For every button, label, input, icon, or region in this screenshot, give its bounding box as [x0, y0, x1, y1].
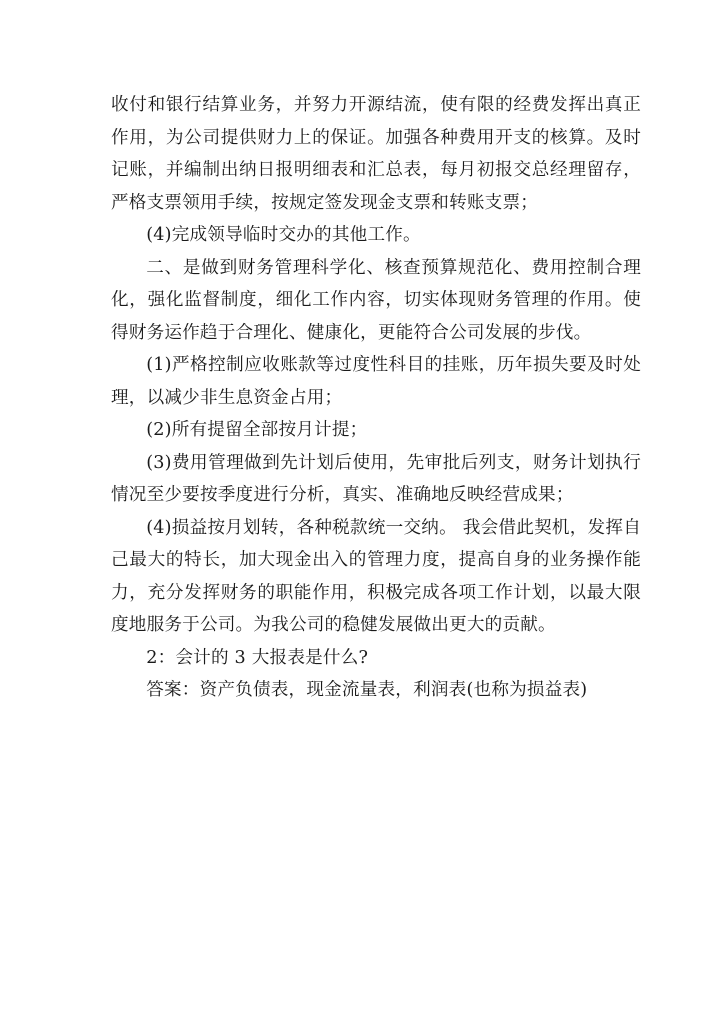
paragraph-3: 二、是做到财务管理科学化、核查预算规范化、费用控制合理化，强化监督制度，细化工作内容，切实体现财务管理的作用。使得财务运作趋于合理化、健康化，更能符合公司发展的步伐。	[111, 257, 641, 343]
answer-paragraph: 答案：资产负债表，现金流量表，利润表(也称为损益表)	[146, 680, 588, 700]
question-heading: 2：会计的 3 大报表是什么?	[146, 647, 369, 668]
paragraph-5: (2)所有提留全部按月计提；	[146, 420, 368, 440]
paragraph-2: (4)完成领导临时交办的其他工作。	[146, 225, 421, 245]
paragraph-6: (3)费用管理做到先计划后使用，先审批后列支，财务计划执行情况至少要按季度进行分析，真实、准确地反映经营成果；	[111, 452, 641, 505]
paragraph-7: (4)损益按月划转，各种税款统一交纳。 我会借此契机，发挥自己最大的特长，加大现金出入的管理力度，提高自身的业务操作能力，充分发挥财务的职能作用，积极完成各项工作计划，以最大限度地服务于公司。为我公司的稳健发展做出更大的贡献。	[111, 517, 641, 635]
paragraph-1: 收付和银行结算业务，并努力开源结流，使有限的经费发挥出真正作用，为公司提供财力上的保证。加强各种费用开支的核算。及时记账，并编制出纳日报明细表和汇总表，每月初报交总经理留存，严格支票领用手续，按规定签发现金支票和转账支票；	[111, 95, 641, 213]
document-body	[111, 89, 641, 707]
paragraph-4: (1)严格控制应收账款等过度性科目的挂账，历年损失要及时处理，以减少非生息资金占用；	[111, 355, 641, 408]
